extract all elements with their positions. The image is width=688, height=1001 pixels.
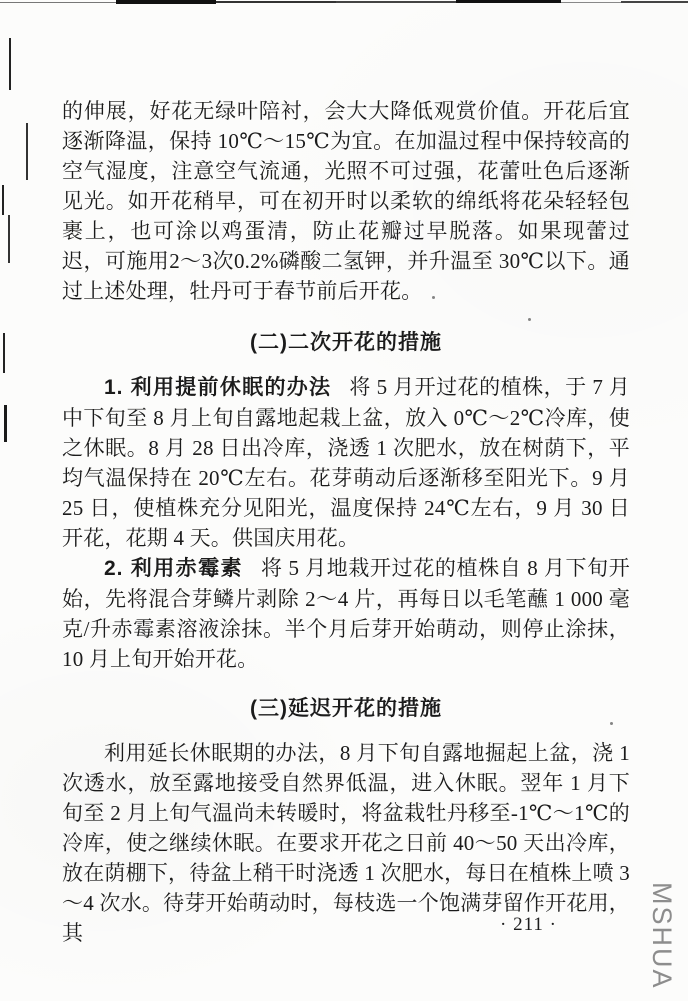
section-heading-second-flowering: (二)二次开花的措施 <box>250 331 442 354</box>
paragraph-label: 1. 利用提前休眠的办法 <box>104 376 332 399</box>
page-text-column <box>62 96 630 948</box>
watermark-text: MSHUA <box>647 882 677 990</box>
paragraph-intro: 的伸展，好花无绿叶陪衬，会大大降低观赏价值。开花后宜逐渐降温，保持 10℃～15℃为宜。在加温过程中保持较高的空气湿度，注意空气流通，光照不可过强，花蕾吐色后逐渐见光。如开花稍早，可在初开时以柔软的绵纸将花朵轻轻包裹上，也可涂以鸡蛋清，防止花瓣过早脱落。如果现蕾过迟，可施用2～3次0.2%磷酸二氢钾，并升温至 30℃以下。通过上述处理，牡丹可于春节前后开花。 <box>62 99 630 303</box>
scan-artifact-left-line <box>4 405 7 442</box>
scan-artifact-top-line <box>0 2 116 3</box>
scan-artifact-top-line <box>456 0 561 3</box>
scan-artifact-left-line <box>9 38 11 90</box>
scan-artifact-top-line <box>216 1 336 3</box>
paragraph-method-gibberellin <box>62 553 630 674</box>
scan-artifact-top-line <box>561 2 621 3</box>
scan-artifact-left-line <box>26 123 28 180</box>
page-number: · 211 · <box>500 914 557 935</box>
section-heading-delayed-flowering: (三)延迟开花的措施 <box>250 697 442 720</box>
paragraph-text: 将 5 月开过花的植株，于 7 月中下旬至 8 月上旬自露地起栽上盆，放入 0℃～2℃冷库，使之休眠。8 月 28 日出冷库，浇透 1 次肥水，放在树荫下，平均气温保持在 20℃左右。花芽萌动后逐渐移至阳光下。9 月 25 日，使植株充分见阳光，温度保持 24℃左右，9 月 30 日开花，花期 4 天。供国庆用花。 <box>62 375 630 550</box>
scan-artifact-left-line <box>3 333 5 373</box>
scan-artifact-top-line <box>116 0 216 4</box>
scan-artifact-top-line <box>621 1 688 3</box>
scan-artifact-left-line <box>2 185 4 215</box>
paragraph-text: 将 5 月地栽开过花的植株自 8 月下旬开始，先将混合芽鳞片剥除 2～4 片，再每日以毛笔蘸 1 000 毫克/升赤霉素溶液涂抹。半个月后芽开始萌动，则停止涂抹，10 月上旬开始开花。 <box>62 556 630 671</box>
paragraph-method-early-dormancy <box>62 372 630 553</box>
paragraph-text: 利用延长休眠期的办法，8 月下旬自露地掘起上盆，浇 1 次透水，放至露地接受自然界低温，进入休眠。翌年 1 月下旬至 2 月上旬气温尚未转暖时，将盆栽牡丹移至-1℃～1℃的冷库，使之继续休眠。在要求开花之日前 40～50 天出冷库，放在荫棚下，待盆上稍干时浇透 1 次肥水，每日在植株上喷 3～4 次水。待芽开始萌动时，每枝选一个饱满芽留作开花用，其 <box>62 741 630 945</box>
paragraph-label: 2. 利用赤霉素 <box>104 557 243 580</box>
scan-artifact-top-line <box>336 1 456 3</box>
scan-artifact-left-line <box>8 215 10 263</box>
